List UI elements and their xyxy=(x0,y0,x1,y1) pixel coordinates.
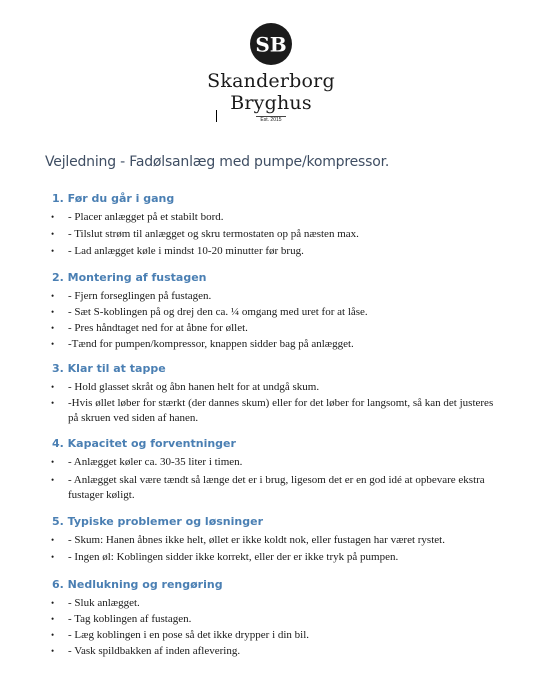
list-item: • - Vask spildbakken af inden aflevering. xyxy=(51,645,241,657)
sb-monogram-logo-icon xyxy=(249,22,293,66)
bullet-icon: • xyxy=(51,552,55,562)
bullet-icon: • xyxy=(51,212,55,222)
bullet-icon: • xyxy=(51,475,55,485)
list-item: • - Ingen øl: Koblingen sidder ikke korrekt, eller der er ikke tryk på pumpen. xyxy=(51,551,399,563)
bullet-icon: • xyxy=(51,614,55,624)
list-item: • - Tilslut strøm til anlægget og skru termostaten op på næsten max. xyxy=(51,228,359,240)
bullet-icon: • xyxy=(51,229,55,239)
bullet-icon: • xyxy=(51,457,55,467)
bullet-icon: • xyxy=(51,307,55,317)
section-heading: 4. Kapacitet og forventninger xyxy=(52,437,236,450)
list-item: • - Læg koblingen i en pose så det ikke drypper i din bil. xyxy=(51,629,310,641)
document-title: Vejledning - Fadølsanlæg med pumpe/kompressor. xyxy=(45,154,390,170)
established-label: Est. 2015 xyxy=(256,116,285,123)
list-item: • - Sluk anlægget. xyxy=(51,597,140,609)
section-heading: 5. Typiske problemer og løsninger xyxy=(52,515,263,528)
text-cursor xyxy=(216,110,217,122)
brand-logo xyxy=(0,22,542,123)
list-item: • -Hvis øllet løber for stærkt (der dannes skum) eller for det løber for langsomt, så kan det justeres på skruen ved siden af hanen. xyxy=(51,397,494,424)
list-item: • - Fjern forseglingen på fustagen. xyxy=(51,290,212,302)
list-item: • - Anlægget skal være tændt så længe det er i brug, ligesom det er en god idé at opbevare ekstra fustager køligt. xyxy=(51,474,485,501)
section-heading: 3. Klar til at tappe xyxy=(52,362,166,375)
bullet-list xyxy=(0,289,542,353)
bullet-icon: • xyxy=(51,382,55,392)
list-item: • - Sæt S-koblingen på og drej den ca. ¼ omgang med uret for at låse. xyxy=(51,306,368,318)
brand-name-line2: Bryghus xyxy=(230,92,312,114)
section-heading: 6. Nedlukning og rengøring xyxy=(52,578,223,591)
bullet-icon: • xyxy=(51,246,55,256)
list-item: • - Pres håndtaget ned for at åbne for øllet. xyxy=(51,322,248,334)
section-heading: 1. Før du går i gang xyxy=(52,192,175,205)
list-item: • - Anlægget køler ca. 30-35 liter i timen. xyxy=(51,456,243,468)
bullet-icon: • xyxy=(51,339,55,349)
list-item: • - Tag koblingen af fustagen. xyxy=(51,613,192,625)
bullet-icon: • xyxy=(51,323,55,333)
bullet-list xyxy=(0,380,542,428)
bullet-list xyxy=(0,533,542,567)
bullet-list xyxy=(0,455,542,505)
bullet-icon: • xyxy=(51,291,55,301)
bullet-icon: • xyxy=(51,630,55,640)
brand-name-line1: Skanderborg xyxy=(207,70,335,92)
list-item: • - Hold glasset skråt og åbn hanen helt for at undgå skum. xyxy=(51,381,320,393)
logo-monogram: SB xyxy=(255,32,287,57)
list-item: • -Tænd for pumpen/kompressor, knappen sidder bag på anlægget. xyxy=(51,338,354,350)
list-item: • - Placer anlægget på et stabilt bord. xyxy=(51,211,224,223)
list-item: • - Skum: Hanen åbnes ikke helt, øllet er ikke koldt nok, eller fustagen har været rystet. xyxy=(51,534,445,546)
section-heading: 2. Montering af fustagen xyxy=(52,271,207,284)
list-item: • - Lad anlægget køle i mindst 10-20 minutter før brug. xyxy=(51,245,304,257)
bullet-list xyxy=(0,210,542,261)
bullet-list xyxy=(0,596,542,660)
bullet-icon: • xyxy=(51,535,55,545)
bullet-icon: • xyxy=(51,398,55,408)
brand-established xyxy=(0,117,542,123)
bullet-icon: • xyxy=(51,598,55,608)
bullet-icon: • xyxy=(51,646,55,656)
